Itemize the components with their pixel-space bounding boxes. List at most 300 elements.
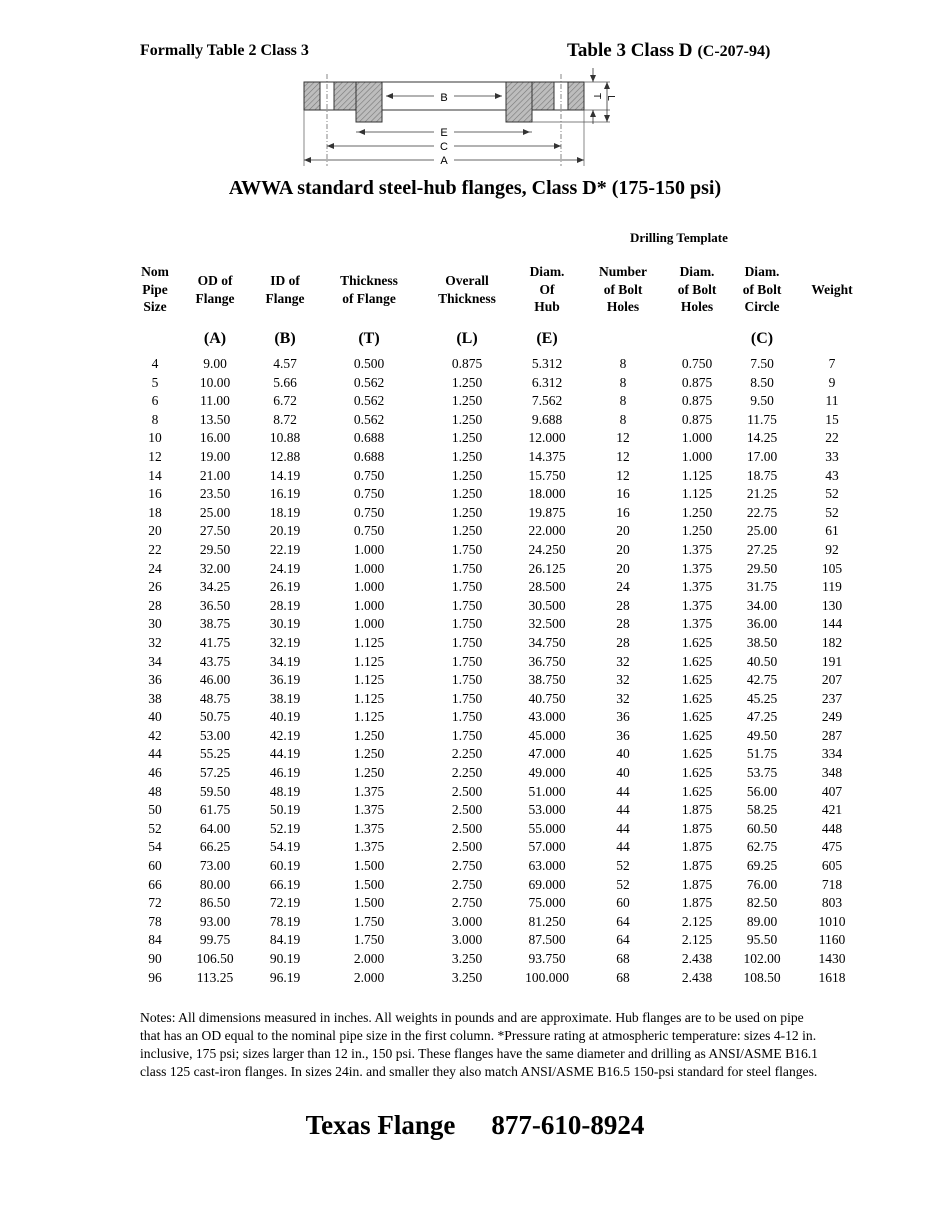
cell-weight: 334: [821, 746, 843, 762]
left-hub-section: [356, 82, 382, 122]
cell-diam-of-bolt-circle: 27.25: [746, 541, 778, 557]
cell-number-of-bolt-holes: 68: [616, 969, 630, 985]
cell-od-of-flange: 11.00: [200, 393, 230, 409]
table-row: [0, 690, 950, 709]
col-header-line: Number: [599, 264, 647, 279]
cell-diam-of-bolt-holes: 1.250: [681, 523, 713, 539]
cell-diam-of-bolt-circle: 38.50: [746, 634, 778, 650]
cell-diam-of-bolt-holes: 1.625: [681, 783, 713, 799]
cell-diam-of-bolt-circle: 51.75: [746, 746, 778, 762]
cell-diam-of-hub: 75.000: [528, 895, 566, 911]
cell-overall-thickness: 2.500: [451, 820, 483, 836]
dim-a-label: A: [440, 155, 448, 167]
col-header-line: Thickness: [438, 290, 496, 306]
cell-diam-of-hub: 9.688: [531, 411, 563, 427]
cell-nom-pipe-size: 34: [148, 653, 162, 669]
cell-od-of-flange: 86.50: [199, 895, 231, 911]
cell-id-of-flange: 34.19: [269, 653, 301, 669]
col-header-line: Thickness: [340, 273, 398, 288]
cell-weight: 475: [821, 839, 843, 855]
cell-number-of-bolt-holes: 60: [616, 895, 630, 911]
col-header-line: Nom: [141, 264, 169, 279]
cell-overall-thickness: 3.000: [451, 932, 483, 948]
cell-nom-pipe-size: 16: [148, 486, 162, 502]
cell-overall-thickness: 1.250: [451, 486, 483, 502]
cell-thickness-of-flange: 1.250: [353, 727, 385, 743]
cell-thickness-of-flange: 0.688: [353, 448, 385, 464]
table-row: [0, 820, 950, 839]
cell-overall-thickness: 3.000: [451, 913, 483, 929]
cell-id-of-flange: 90.19: [269, 951, 301, 966]
cell-overall-thickness: 0.875: [451, 356, 483, 371]
cell-weight: 11: [825, 393, 839, 409]
cell-diam-of-hub: 55.000: [528, 820, 566, 836]
cell-diam-of-hub: 38.750: [528, 672, 566, 688]
col-header-thickness-of-flange: [340, 272, 398, 307]
cell-thickness-of-flange: 1.375: [353, 839, 385, 855]
cell-od-of-flange: 19.00: [199, 448, 231, 464]
cell-id-of-flange: 48.19: [269, 783, 301, 799]
cell-diam-of-bolt-circle: 76.00: [746, 876, 778, 892]
cell-diam-of-bolt-holes: 1.125: [681, 467, 713, 483]
table-row: [0, 745, 950, 764]
cell-id-of-flange: 66.19: [269, 876, 301, 892]
cell-overall-thickness: 1.750: [451, 690, 483, 706]
right-hub-section: [506, 82, 532, 122]
cell-thickness-of-flange: 1.500: [353, 858, 385, 874]
cell-id-of-flange: 28.19: [269, 597, 301, 613]
cell-diam-of-hub: 18.000: [528, 486, 566, 502]
cell-overall-thickness: 2.750: [451, 895, 483, 911]
cell-od-of-flange: 57.25: [199, 765, 231, 781]
cell-diam-of-hub: 19.875: [528, 504, 566, 520]
cell-weight: 207: [821, 672, 843, 688]
cell-overall-thickness: 1.750: [451, 597, 483, 613]
cell-nom-pipe-size: 52: [148, 820, 162, 836]
cell-id-of-flange: 10.88: [269, 430, 301, 446]
cell-diam-of-hub: 14.375: [528, 448, 566, 464]
cell-id-of-flange: 24.19: [269, 560, 301, 576]
table-row: [0, 467, 950, 486]
table-row: [0, 894, 950, 913]
cell-overall-thickness: 2.250: [451, 765, 483, 781]
table-row: [0, 783, 950, 802]
header-left: Formally Table 2 Class 3: [140, 42, 309, 59]
cell-id-of-flange: 72.19: [269, 895, 301, 911]
col-header-diam-of-bolt-holes: [678, 263, 717, 316]
cell-nom-pipe-size: 66: [148, 876, 162, 892]
cell-overall-thickness: 1.250: [451, 504, 483, 520]
cell-number-of-bolt-holes: 12: [616, 430, 630, 446]
cell-nom-pipe-size: 90: [148, 951, 162, 966]
cell-weight: 249: [821, 709, 843, 725]
cell-diam-of-bolt-circle: 17.00: [746, 448, 778, 464]
table-row: [0, 355, 950, 374]
table-row: [0, 969, 950, 988]
cell-diam-of-bolt-circle: 56.00: [746, 783, 778, 799]
cell-od-of-flange: 61.75: [199, 802, 231, 818]
cell-overall-thickness: 1.250: [451, 448, 483, 464]
col-header-overall-thickness: [438, 272, 496, 307]
table-row: [0, 727, 950, 746]
cell-diam-of-hub: 24.250: [528, 541, 566, 557]
cell-weight: 52: [825, 504, 839, 520]
cell-overall-thickness: 2.500: [451, 839, 483, 855]
cell-thickness-of-flange: 1.000: [353, 616, 385, 632]
cell-od-of-flange: 10.00: [199, 374, 231, 390]
cell-od-of-flange: 59.50: [199, 783, 231, 799]
col-header-diam-of-bolt-circle: [743, 263, 782, 316]
cell-nom-pipe-size: 12: [148, 448, 162, 464]
cell-diam-of-bolt-circle: 108.50: [743, 969, 781, 985]
cell-number-of-bolt-holes: 32: [616, 690, 630, 706]
cell-id-of-flange: 12.88: [269, 448, 301, 464]
col-header-line: Overall: [445, 273, 489, 288]
cell-weight: 407: [821, 783, 843, 799]
cell-diam-of-bolt-circle: 21.25: [746, 486, 778, 502]
cell-overall-thickness: 1.750: [451, 672, 483, 688]
cell-thickness-of-flange: 1.000: [353, 579, 385, 595]
cell-diam-of-bolt-circle: 89.00: [746, 913, 778, 929]
cell-od-of-flange: 23.50: [199, 486, 231, 502]
cell-diam-of-bolt-holes: 1.875: [681, 802, 713, 818]
dim-b-label: B: [440, 92, 448, 104]
cell-overall-thickness: 2.750: [451, 858, 483, 874]
table-row: [0, 374, 950, 393]
cell-number-of-bolt-holes: 44: [616, 783, 630, 799]
cell-number-of-bolt-holes: 20: [616, 560, 630, 576]
cell-thickness-of-flange: 1.375: [353, 783, 385, 799]
cell-thickness-of-flange: 0.750: [353, 486, 385, 502]
cell-diam-of-hub: 12.000: [528, 430, 566, 446]
cell-thickness-of-flange: 2.000: [353, 969, 385, 985]
cell-number-of-bolt-holes: 24: [616, 579, 630, 595]
cell-diam-of-bolt-circle: 36.00: [746, 616, 778, 632]
table-row: [0, 429, 950, 448]
cell-weight: 448: [821, 820, 843, 836]
table-row: [0, 578, 950, 597]
table-row: [0, 950, 950, 969]
cell-number-of-bolt-holes: 36: [616, 709, 630, 725]
cell-diam-of-bolt-circle: 8.50: [750, 374, 774, 390]
cell-diam-of-hub: 45.000: [528, 727, 566, 743]
header-right: [567, 40, 770, 62]
cell-diam-of-hub: 43.000: [528, 709, 566, 725]
cell-number-of-bolt-holes: 16: [616, 504, 630, 520]
cell-od-of-flange: 27.50: [199, 523, 231, 539]
cell-nom-pipe-size: 46: [148, 765, 162, 781]
cell-number-of-bolt-holes: 40: [616, 765, 630, 781]
flange-table-body: [0, 355, 950, 987]
cell-weight: 1430: [818, 951, 846, 966]
cell-diam-of-bolt-holes: 1.250: [681, 504, 713, 520]
cell-number-of-bolt-holes: 28: [616, 634, 630, 650]
col-header-line: Diam.: [744, 264, 780, 279]
cell-number-of-bolt-holes: 40: [616, 746, 630, 762]
table-row: [0, 522, 950, 541]
cell-diam-of-bolt-holes: 1.875: [681, 839, 713, 855]
cell-od-of-flange: 41.75: [199, 634, 231, 650]
table-row: [0, 671, 950, 690]
cell-diam-of-bolt-circle: 29.50: [746, 560, 778, 576]
cell-od-of-flange: 36.50: [199, 597, 231, 613]
cell-thickness-of-flange: 1.125: [353, 709, 385, 725]
cell-id-of-flange: 84.19: [269, 932, 301, 948]
col-header-line: of Flange: [342, 290, 396, 306]
cell-weight: 191: [821, 653, 843, 669]
cell-diam-of-bolt-holes: 2.438: [681, 969, 713, 985]
cell-number-of-bolt-holes: 32: [616, 672, 630, 688]
cell-thickness-of-flange: 0.750: [353, 467, 385, 483]
cell-diam-of-hub: 15.750: [528, 467, 566, 483]
cell-number-of-bolt-holes: 44: [616, 839, 630, 855]
cell-id-of-flange: 32.19: [269, 634, 301, 650]
col-header-diam-of-hub: [530, 263, 565, 316]
cell-diam-of-bolt-holes: 0.875: [681, 393, 713, 409]
cell-diam-of-bolt-holes: 1.375: [681, 616, 713, 632]
cell-thickness-of-flange: 1.125: [353, 634, 385, 650]
cell-id-of-flange: 44.19: [269, 746, 301, 762]
cell-overall-thickness: 3.250: [451, 951, 483, 966]
cell-id-of-flange: 46.19: [269, 765, 301, 781]
cell-diam-of-bolt-circle: 47.25: [746, 709, 778, 725]
cell-diam-of-bolt-holes: 1.625: [681, 690, 713, 706]
cell-diam-of-bolt-circle: 60.50: [746, 820, 778, 836]
cell-number-of-bolt-holes: 68: [616, 951, 630, 966]
cell-od-of-flange: 80.00: [199, 876, 231, 892]
cell-overall-thickness: 1.750: [451, 579, 483, 595]
cell-nom-pipe-size: 72: [148, 895, 162, 911]
col-header-weight: [811, 281, 852, 299]
col-letter-diam-of-hub: (E): [536, 330, 558, 347]
cell-nom-pipe-size: 36: [148, 672, 162, 688]
col-letter-overall-thickness: (L): [456, 330, 478, 347]
table-row: [0, 708, 950, 727]
cell-thickness-of-flange: 1.125: [353, 653, 385, 669]
cell-thickness-of-flange: 1.000: [353, 541, 385, 557]
cell-od-of-flange: 32.00: [199, 560, 231, 576]
table-row: [0, 876, 950, 895]
cell-thickness-of-flange: 0.750: [353, 523, 385, 539]
cell-weight: 130: [821, 597, 843, 613]
cell-od-of-flange: 38.75: [199, 616, 231, 632]
cell-diam-of-hub: 26.125: [528, 560, 566, 576]
cell-weight: 1010: [818, 913, 846, 929]
cell-id-of-flange: 5.66: [273, 374, 297, 390]
cell-diam-of-bolt-holes: 1.625: [681, 746, 713, 762]
cell-overall-thickness: 1.250: [451, 523, 483, 539]
cell-nom-pipe-size: 54: [148, 839, 162, 855]
col-header-nom-pipe-size: [141, 263, 169, 316]
cell-weight: 1160: [818, 932, 846, 948]
cell-overall-thickness: 1.750: [451, 616, 483, 632]
dim-c-label: C: [440, 141, 448, 153]
dim-l-label: L: [605, 95, 616, 101]
cell-nom-pipe-size: 28: [148, 597, 162, 613]
cell-thickness-of-flange: 1.000: [353, 560, 385, 576]
cell-weight: 119: [822, 579, 842, 595]
cell-od-of-flange: 93.00: [199, 913, 231, 929]
table-row: [0, 838, 950, 857]
cell-od-of-flange: 9.00: [203, 356, 227, 371]
cell-od-of-flange: 73.00: [199, 858, 231, 874]
table-row: [0, 801, 950, 820]
cell-weight: 43: [825, 467, 839, 483]
table-row: [0, 634, 950, 653]
cell-weight: 33: [825, 448, 839, 464]
table-row: [0, 615, 950, 634]
cell-overall-thickness: 2.500: [451, 802, 483, 818]
cell-number-of-bolt-holes: 52: [616, 858, 630, 874]
cell-thickness-of-flange: 0.562: [353, 411, 385, 427]
cell-id-of-flange: 16.19: [269, 486, 301, 502]
table-label: Table 3 Class D: [567, 40, 693, 61]
col-header-line: Holes: [606, 299, 640, 314]
cell-overall-thickness: 1.750: [451, 727, 483, 743]
cell-number-of-bolt-holes: 28: [616, 597, 630, 613]
cell-od-of-flange: 106.50: [196, 951, 234, 966]
cell-diam-of-hub: 28.500: [528, 579, 566, 595]
cell-diam-of-bolt-circle: 95.50: [746, 932, 778, 948]
cell-diam-of-bolt-circle: 40.50: [746, 653, 778, 669]
cell-od-of-flange: 50.75: [199, 709, 231, 725]
cell-thickness-of-flange: 1.375: [353, 820, 385, 836]
cell-weight: 182: [821, 634, 843, 650]
cell-id-of-flange: 8.72: [273, 411, 297, 427]
phone-number: 877-610-8924: [491, 1110, 645, 1140]
col-header-line: Flange: [195, 290, 235, 306]
cell-thickness-of-flange: 1.750: [353, 932, 385, 948]
cell-overall-thickness: 1.250: [451, 411, 483, 427]
cell-thickness-of-flange: 1.000: [353, 597, 385, 613]
col-header-line: ID of: [270, 273, 300, 288]
table-row: [0, 392, 950, 411]
cell-overall-thickness: 2.500: [451, 783, 483, 799]
cell-weight: 9: [828, 374, 836, 390]
cell-id-of-flange: 26.19: [269, 579, 301, 595]
cell-od-of-flange: 16.00: [199, 430, 231, 446]
cell-diam-of-hub: 53.000: [528, 802, 566, 818]
cell-weight: 605: [821, 858, 843, 874]
cell-id-of-flange: 96.19: [269, 969, 301, 985]
dim-e-label: E: [440, 127, 448, 139]
cell-diam-of-bolt-holes: 1.875: [681, 895, 713, 911]
col-letter-id-of-flange: (B): [274, 330, 296, 347]
col-header-line: Diam.: [529, 264, 565, 279]
table-row: [0, 485, 950, 504]
cell-weight: 1618: [818, 969, 846, 985]
cell-diam-of-hub: 7.562: [531, 393, 563, 409]
cell-nom-pipe-size: 8: [151, 411, 159, 427]
cell-nom-pipe-size: 5: [151, 374, 159, 390]
cell-thickness-of-flange: 1.375: [353, 802, 385, 818]
cell-diam-of-hub: 30.500: [528, 597, 566, 613]
cell-diam-of-bolt-circle: 9.50: [750, 393, 774, 409]
col-header-line: of Bolt: [677, 281, 717, 297]
cell-od-of-flange: 13.50: [199, 411, 231, 427]
cell-weight: 15: [825, 411, 839, 427]
cell-diam-of-bolt-holes: 1.125: [681, 486, 713, 502]
cell-od-of-flange: 113.25: [196, 969, 234, 985]
cell-thickness-of-flange: 1.125: [353, 690, 385, 706]
col-header-line: OD of: [197, 273, 233, 288]
col-header-line: Holes: [680, 299, 714, 314]
cell-diam-of-bolt-circle: 82.50: [746, 895, 778, 911]
cell-nom-pipe-size: 40: [148, 709, 162, 725]
cell-thickness-of-flange: 1.500: [353, 895, 385, 911]
cell-number-of-bolt-holes: 52: [616, 876, 630, 892]
cell-nom-pipe-size: 24: [148, 560, 162, 576]
cell-number-of-bolt-holes: 20: [616, 541, 630, 557]
cell-id-of-flange: 54.19: [269, 839, 301, 855]
cell-number-of-bolt-holes: 8: [619, 356, 627, 371]
flange-diagram: [296, 66, 618, 170]
cell-nom-pipe-size: 22: [148, 541, 162, 557]
cell-diam-of-bolt-circle: 11.75: [747, 411, 777, 427]
cell-diam-of-bolt-holes: 1.375: [681, 597, 713, 613]
cell-id-of-flange: 36.19: [269, 672, 301, 688]
cell-diam-of-bolt-holes: 1.000: [681, 430, 713, 446]
col-header-line: of Bolt: [742, 281, 782, 297]
cell-diam-of-hub: 32.500: [528, 616, 566, 632]
cell-diam-of-hub: 22.000: [528, 523, 566, 539]
cell-nom-pipe-size: 6: [151, 393, 159, 409]
cell-thickness-of-flange: 2.000: [353, 951, 385, 966]
cell-weight: 7: [828, 356, 836, 371]
cell-diam-of-hub: 51.000: [528, 783, 566, 799]
cell-diam-of-bolt-holes: 1.000: [681, 448, 713, 464]
cell-nom-pipe-size: 38: [148, 690, 162, 706]
cell-weight: 718: [821, 876, 843, 892]
cell-weight: 61: [825, 523, 839, 539]
table-row: [0, 411, 950, 430]
col-letter-diam-of-bolt-circle: (C): [750, 330, 774, 347]
cell-od-of-flange: 29.50: [199, 541, 231, 557]
cell-diam-of-bolt-circle: 31.75: [746, 579, 778, 595]
cell-nom-pipe-size: 4: [151, 356, 159, 371]
cell-number-of-bolt-holes: 36: [616, 727, 630, 743]
cell-od-of-flange: 53.00: [199, 727, 231, 743]
cell-overall-thickness: 1.750: [451, 634, 483, 650]
table-row: [0, 764, 950, 783]
cell-diam-of-hub: 87.500: [528, 932, 566, 948]
cell-weight: 421: [821, 802, 843, 818]
dim-t-label: T: [591, 92, 602, 100]
cell-diam-of-bolt-holes: 1.375: [681, 560, 713, 576]
cell-diam-of-bolt-holes: 1.625: [681, 727, 713, 743]
col-header-line: Circle: [744, 299, 780, 314]
cell-overall-thickness: 1.250: [451, 374, 483, 390]
col-header-line: Hub: [534, 299, 560, 314]
cell-nom-pipe-size: 18: [148, 504, 162, 520]
cell-nom-pipe-size: 44: [148, 746, 162, 762]
cell-diam-of-hub: 93.750: [528, 951, 566, 966]
cell-weight: 237: [821, 690, 843, 706]
cell-diam-of-bolt-holes: 0.875: [681, 374, 713, 390]
cell-diam-of-bolt-circle: 25.00: [746, 523, 778, 539]
cell-diam-of-hub: 6.312: [531, 374, 563, 390]
cell-thickness-of-flange: 1.500: [353, 876, 385, 892]
cell-thickness-of-flange: 1.125: [353, 672, 385, 688]
cell-diam-of-bolt-holes: 2.125: [681, 932, 713, 948]
cell-overall-thickness: 1.750: [451, 709, 483, 725]
cell-overall-thickness: 1.750: [451, 653, 483, 669]
col-header-id-of-flange: [266, 272, 305, 307]
cell-number-of-bolt-holes: 12: [616, 448, 630, 464]
cell-overall-thickness: 2.750: [451, 876, 483, 892]
footer: [0, 1110, 950, 1141]
cell-nom-pipe-size: 32: [148, 634, 162, 650]
